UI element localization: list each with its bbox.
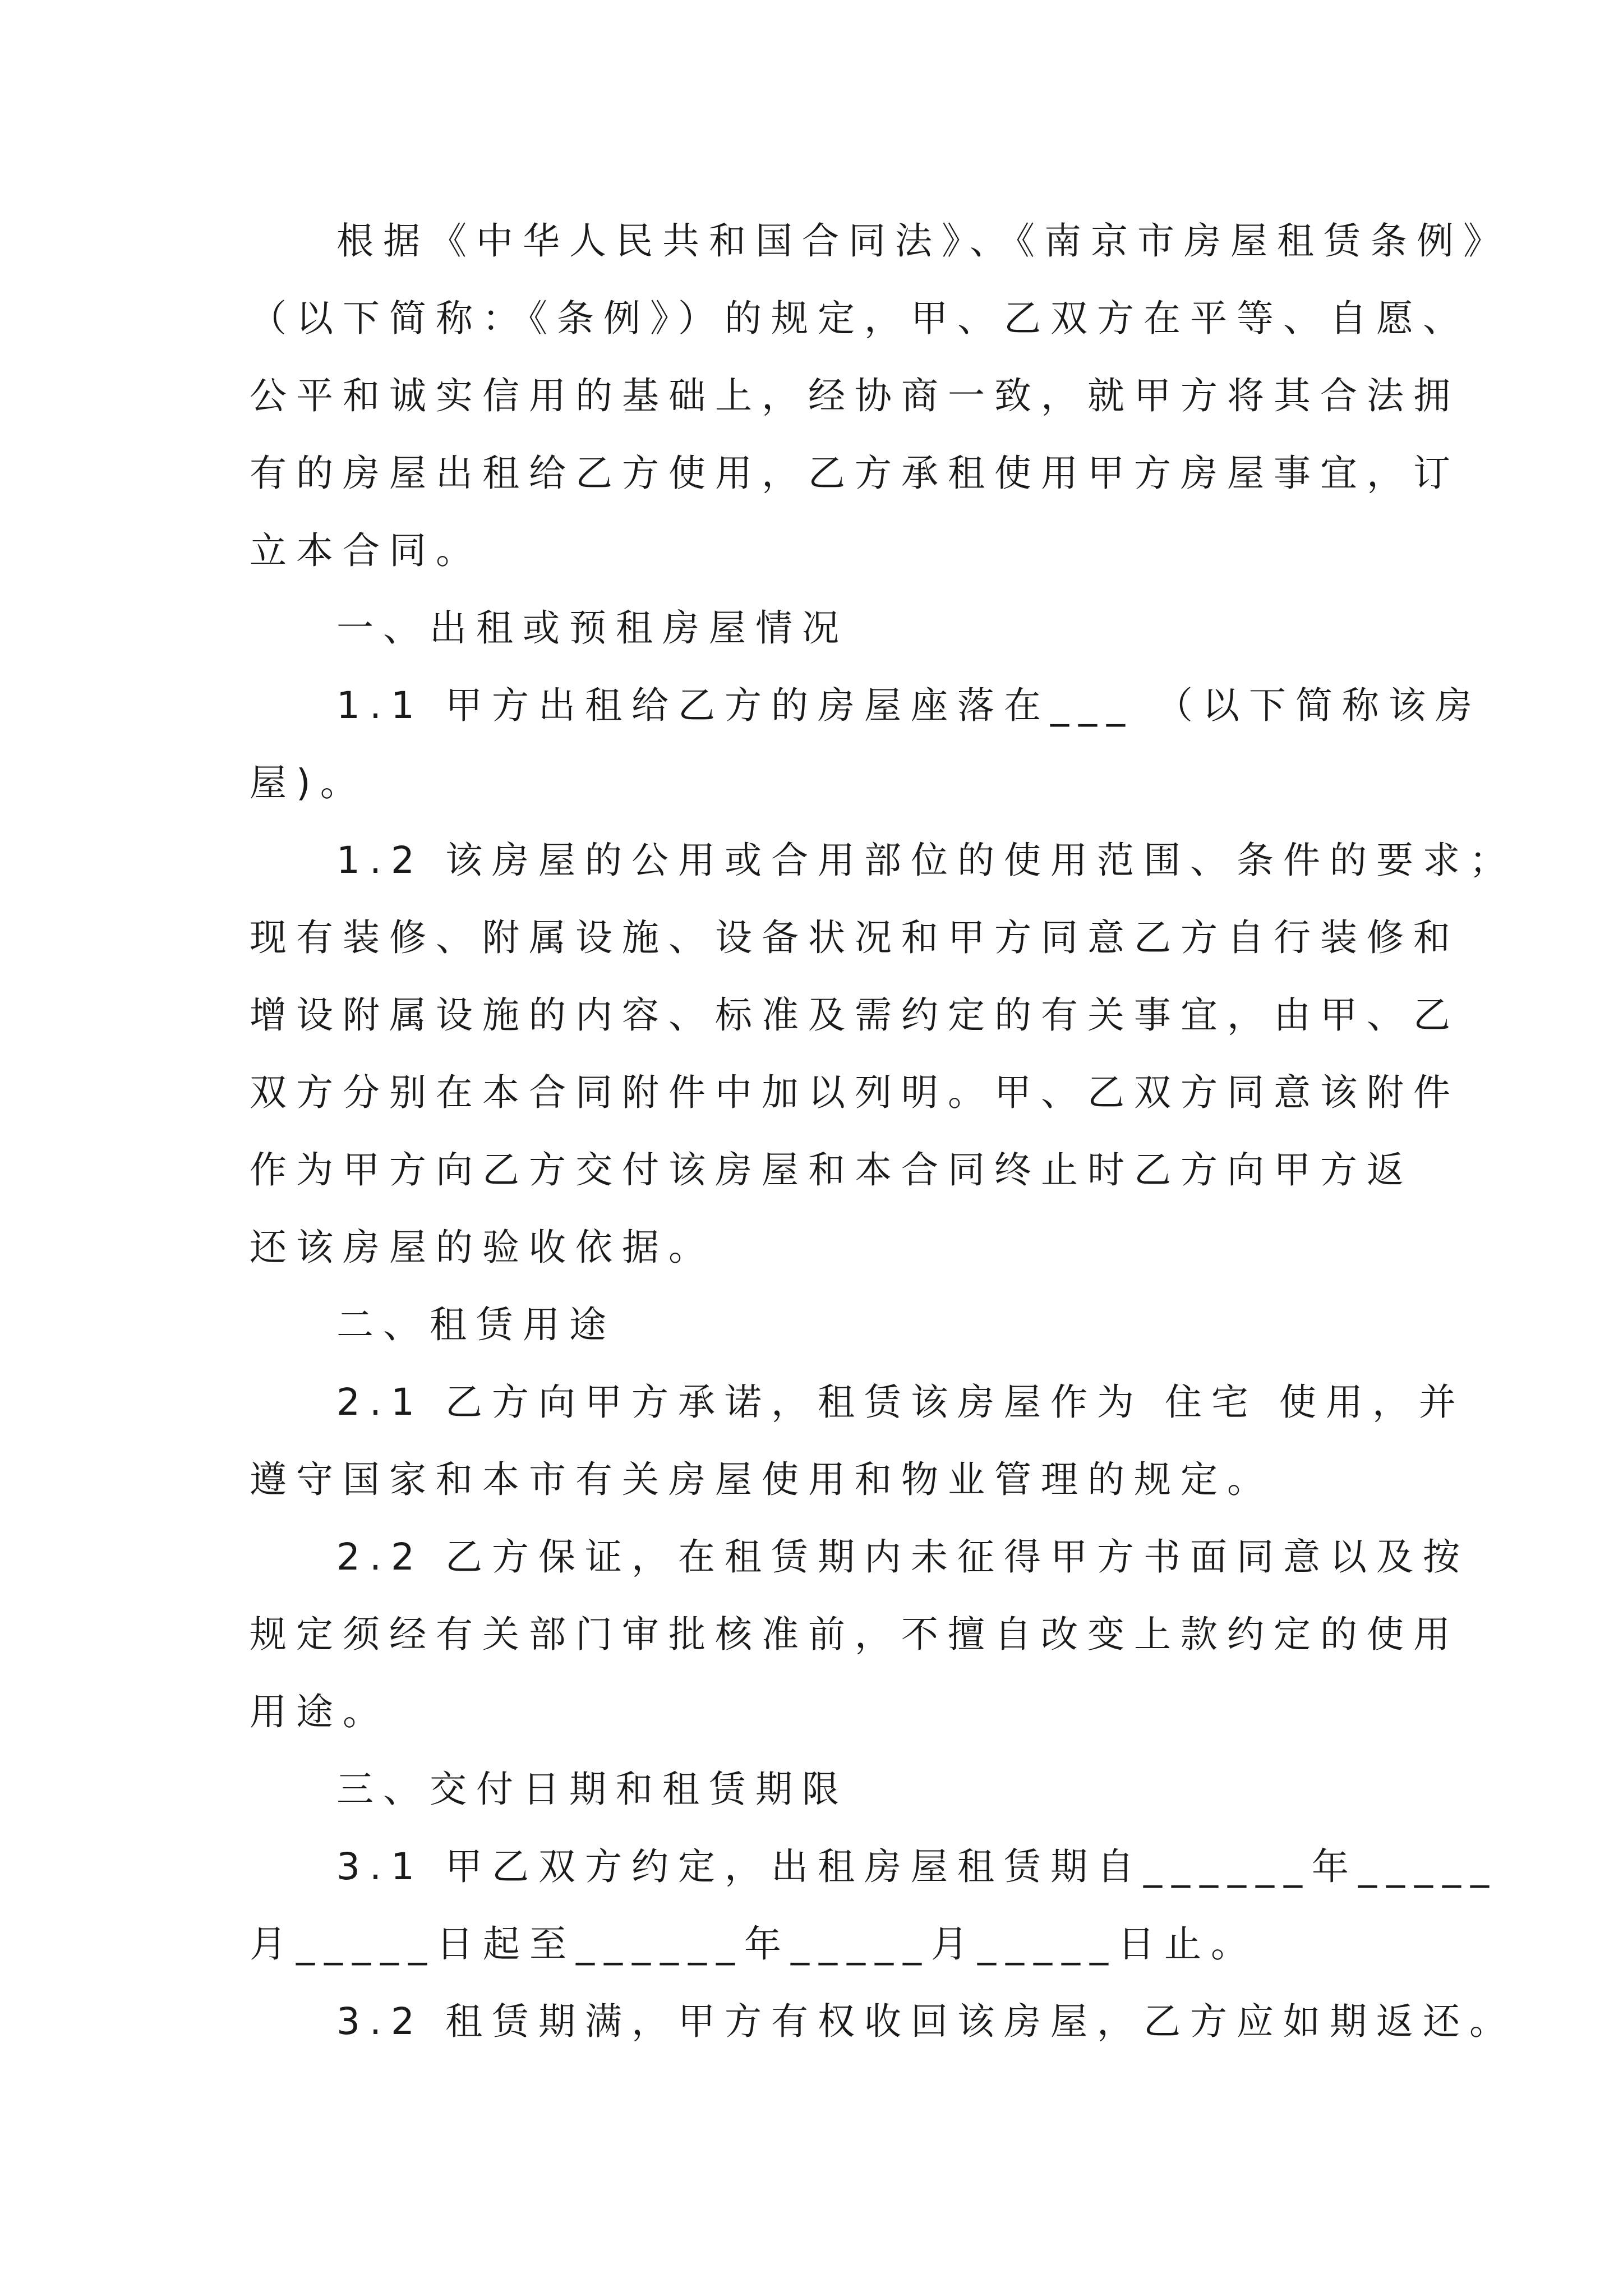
clause-1-2-line-4: 双方分别在本合同附件中加以列明。甲、乙双方同意该附件: [250, 1071, 1460, 1114]
clause-2-2-line-2: 规定须经有关部门审批核准前，不擅自改变上款约定的使用: [250, 1613, 1460, 1656]
section-1-heading: 一、出租或预租房屋情况: [336, 606, 849, 650]
section-3-heading: 三、交付日期和租赁期限: [336, 1768, 849, 1811]
clause-1-2-line-3: 增设附属设施的内容、标准及需约定的有关事宜，由甲、乙: [250, 993, 1460, 1037]
clause-3-1-line-2: 月_____日起至______年_____月_____日止。: [250, 1922, 1257, 1966]
preamble-line-1: 根据《中华人民共和国合同法》、《南京市房屋租赁条例》: [336, 219, 1510, 263]
preamble-line-3: 公平和诚实信用的基础上，经协商一致，就甲方将其合法拥: [250, 374, 1460, 417]
preamble-line-4: 有的房屋出租给乙方使用，乙方承租使用甲方房屋事宜，订: [250, 452, 1460, 495]
clause-1-2-line-5: 作为甲方向乙方交付该房屋和本合同终止时乙方向甲方返: [250, 1148, 1413, 1191]
clause-3-2-line-1: 3.2 租赁期满，甲方有权收回该房屋，乙方应如期返还。: [336, 2000, 1516, 2043]
clause-1-1-line-1: 1.1 甲方出租给乙方的房屋座落在___ （以下简称该房: [336, 684, 1482, 727]
clause-2-2-line-1: 2.2 乙方保证，在租赁期内未征得甲方书面同意以及按: [336, 1535, 1469, 1579]
preamble-line-2: （以下简称：《条例》）的规定，甲、乙双方在平等、自愿、: [250, 297, 1469, 340]
section-2-heading: 二、租赁用途: [336, 1303, 616, 1346]
clause-3-1-line-1: 3.1 甲乙双方约定，出租房屋租赁期自______年_____: [336, 1845, 1498, 1888]
clause-1-2-line-1: 1.2 该房屋的公用或合用部位的使用范围、条件的要求；: [336, 839, 1516, 882]
clause-2-2-line-3: 用途。: [250, 1690, 389, 1733]
clause-2-1-line-1: 2.1 乙方向甲方承诺，租赁该房屋作为 住宅 使用，并: [336, 1381, 1465, 1424]
clause-1-2-line-2: 现有装修、附属设施、设备状况和甲方同意乙方自行装修和: [250, 916, 1460, 959]
preamble-line-5: 立本合同。: [250, 529, 482, 572]
clause-2-1-line-2: 遵守国家和本市有关房屋使用和物业管理的规定。: [250, 1458, 1274, 1501]
clause-1-1-line-2: 屋)。: [250, 761, 367, 804]
clause-1-2-line-6: 还该房屋的验收依据。: [250, 1226, 715, 1269]
